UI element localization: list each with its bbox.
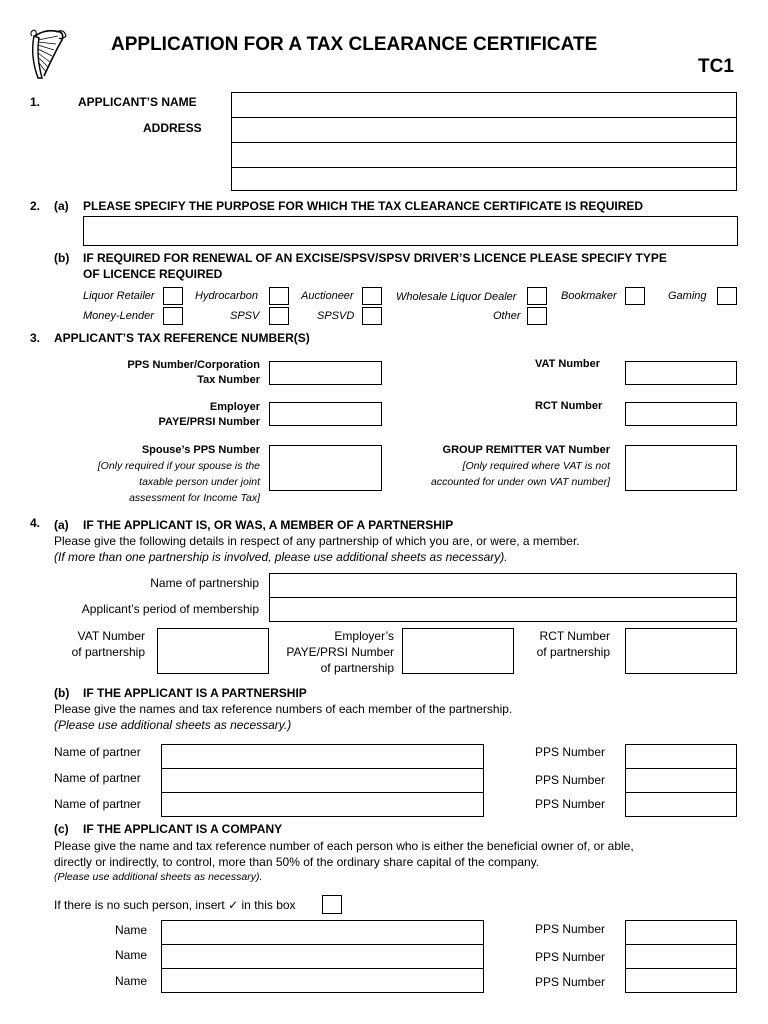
company-person-3-pps-label: PPS Number (535, 975, 606, 989)
spouse-pps-label: Spouse’s PPS Number [Only required if your spouse is the taxable person under joint assessment for Income Tax] (97, 444, 260, 504)
purpose-field[interactable] (83, 216, 738, 246)
licence-hydrocarbon-checkbox[interactable] (269, 287, 289, 305)
partnership-member-heading: IF THE APPLICANT IS, OR WAS, A MEMBER OF A PARTNERSHIP (83, 518, 454, 532)
partner-3-name-label: Name of partner (54, 797, 141, 811)
licence-other-checkbox[interactable] (527, 307, 547, 325)
partner-2-pps-field[interactable] (625, 768, 737, 793)
spouse-pps-field[interactable] (269, 445, 382, 491)
licence-other-label: Other (493, 310, 521, 322)
partnership-member-text: Please give the following details in respect of any partnership of which you are, or were, a member. (54, 534, 580, 548)
partner-3-pps-field[interactable] (625, 792, 737, 817)
section-4-number: 4. (30, 516, 41, 530)
tax-ref-label: APPLICANT’S TAX REFERENCE NUMBER(S) (54, 331, 310, 345)
address-label: ADDRESS (143, 121, 202, 135)
company-person-1-pps-label: PPS Number (535, 922, 606, 936)
harp-icon (26, 26, 68, 84)
company-heading: IF THE APPLICANT IS A COMPANY (83, 822, 283, 836)
section-2b-marker: (b) (54, 251, 70, 265)
company-note: (Please use additional sheets as necessary). (54, 871, 263, 883)
company-person-2-pps-field[interactable] (625, 944, 737, 969)
licence-gaming-label: Gaming (668, 290, 707, 302)
company-person-3-pps-field[interactable] (625, 968, 737, 993)
section-2-number: 2. (30, 199, 41, 213)
address-line-1-field[interactable] (231, 117, 737, 143)
licence-hydrocarbon-label: Hydrocarbon (195, 290, 258, 302)
tick-icon: ✓ (228, 898, 239, 912)
section-4c-marker: (c) (54, 822, 69, 836)
licence-money-lender-label: Money-Lender (83, 310, 154, 322)
company-text-line-2: directly or indirectly, to control, more than 50% of the ordinary share capital of the company. (54, 855, 540, 869)
partnership-text: Please give the names and tax reference numbers of each member of the partnership. (54, 702, 513, 716)
pps-number-field[interactable] (269, 361, 382, 385)
membership-period-label: Applicant’s period of membership (81, 602, 259, 616)
partner-1-name-field[interactable] (161, 744, 484, 769)
licence-gaming-checkbox[interactable] (717, 287, 737, 305)
membership-period-field[interactable] (269, 597, 737, 622)
section-4a-marker: (a) (54, 518, 69, 532)
address-line-3-field[interactable] (231, 167, 737, 191)
company-person-1-pps-field[interactable] (625, 920, 737, 945)
company-text-line-1: Please give the name and tax reference number of each person who is either the beneficial owner of, or able, (54, 839, 634, 853)
partnership-vat-field[interactable] (157, 628, 269, 674)
partnership-name-field[interactable] (269, 573, 737, 598)
section-2a-marker: (a) (54, 199, 69, 213)
company-person-2-name-field[interactable] (161, 944, 484, 969)
address-line-2-field[interactable] (231, 142, 737, 168)
section-1-number: 1. (30, 95, 41, 109)
licence-label-line-2: OF LICENCE REQUIRED (83, 267, 223, 281)
partnership-paye-label: Employer’s PAYE/PRSI Number of partnership (286, 629, 394, 675)
form-code: TC1 (698, 56, 734, 77)
licence-spsv-label: SPSV (230, 310, 260, 322)
company-person-1-name-field[interactable] (161, 920, 484, 945)
harp-logo (26, 26, 68, 84)
partner-3-name-field[interactable] (161, 792, 484, 817)
partnership-name-label: Name of partnership (150, 576, 259, 590)
licence-bookmaker-checkbox[interactable] (625, 287, 645, 305)
partnership-member-note: (If more than one partnership is involved, please use additional sheets as necessary). (54, 550, 508, 564)
section-4b-marker: (b) (54, 686, 70, 700)
rct-number-label: RCT Number (535, 400, 603, 412)
licence-wholesale-label: Wholesale Liquor Dealer (396, 291, 517, 303)
rct-number-field[interactable] (625, 402, 737, 426)
licence-liquor-retailer-label: Liquor Retailer (83, 290, 155, 302)
licence-auctioneer-label: Auctioneer (301, 290, 354, 302)
company-person-1-name-label: Name (115, 923, 148, 937)
employer-paye-label: Employer PAYE/PRSI Number (158, 401, 260, 428)
partner-2-pps-label: PPS Number (535, 773, 606, 787)
licence-spsv-checkbox[interactable] (269, 307, 289, 325)
partnership-heading: IF THE APPLICANT IS A PARTNERSHIP (83, 686, 307, 700)
page-title: APPLICATION FOR A TAX CLEARANCE CERTIFICATE (111, 34, 598, 55)
company-person-2-name-label: Name (115, 948, 148, 962)
partnership-paye-field[interactable] (402, 628, 514, 674)
partner-2-name-field[interactable] (161, 768, 484, 793)
partner-1-pps-field[interactable] (625, 744, 737, 769)
licence-money-lender-checkbox[interactable] (163, 307, 183, 325)
licence-bookmaker-label: Bookmaker (561, 290, 617, 302)
purpose-label: PLEASE SPECIFY THE PURPOSE FOR WHICH THE TAX CLEARANCE CERTIFICATE IS REQUIRED (83, 199, 644, 213)
no-such-person-checkbox[interactable] (322, 895, 342, 914)
applicant-name-field[interactable] (231, 92, 737, 118)
licence-liquor-retailer-checkbox[interactable] (163, 287, 183, 305)
partnership-rct-label: RCT Number of partnership (536, 629, 610, 659)
company-person-3-name-field[interactable] (161, 968, 484, 993)
vat-number-label: VAT Number (535, 358, 600, 370)
partner-1-name-label: Name of partner (54, 745, 141, 759)
section-3-number: 3. (30, 331, 41, 345)
partnership-vat-label: VAT Number of partnership (71, 629, 145, 659)
employer-paye-field[interactable] (269, 402, 382, 426)
partner-3-pps-label: PPS Number (535, 797, 606, 811)
no-such-person-text: If there is no such person, insert ✓ in this box (54, 898, 296, 912)
partner-1-pps-label: PPS Number (535, 745, 606, 759)
licence-auctioneer-checkbox[interactable] (362, 287, 382, 305)
partnership-rct-field[interactable] (625, 628, 737, 674)
licence-spsvd-checkbox[interactable] (362, 307, 382, 325)
licence-spsvd-label: SPSVD (317, 310, 355, 322)
vat-number-field[interactable] (625, 361, 737, 385)
group-remitter-vat-field[interactable] (625, 445, 737, 491)
partner-2-name-label: Name of partner (54, 771, 141, 785)
pps-number-label: PPS Number/Corporation Tax Number (127, 359, 260, 386)
licence-wholesale-checkbox[interactable] (527, 287, 547, 305)
company-person-2-pps-label: PPS Number (535, 950, 606, 964)
licence-label-line-1: IF REQUIRED FOR RENEWAL OF AN EXCISE/SPSV/SPSV DRIVER’S LICENCE PLEASE SPECIFY TYPE (83, 251, 667, 265)
applicant-name-label: APPLICANT’S NAME (78, 95, 197, 109)
company-person-3-name-label: Name (115, 974, 148, 988)
group-remitter-label: GROUP REMITTER VAT Number [Only required where VAT is not accounted for under own VAT number] (431, 444, 610, 488)
partnership-note: (Please use additional sheets as necessary.) (54, 718, 292, 732)
